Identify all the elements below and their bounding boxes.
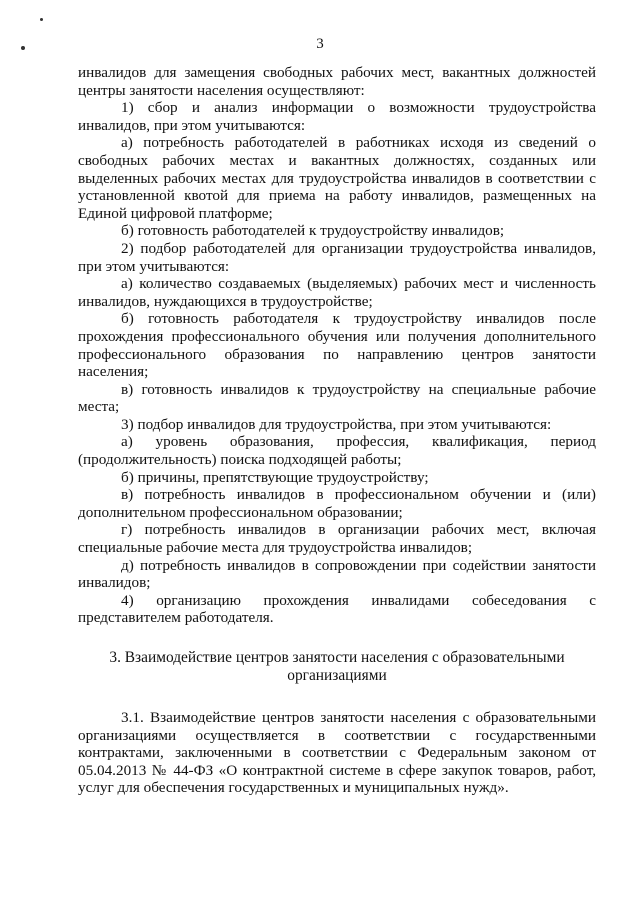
list-item-3b: б) причины, препятствующие трудоустройству; bbox=[121, 468, 429, 486]
list-item-2a: а) количество создаваемых (выделяемых) рабочих мест и численность инвалидов, нуждающихся в трудоустройстве; bbox=[78, 275, 596, 310]
document-body bbox=[78, 64, 596, 797]
section-heading bbox=[78, 649, 596, 685]
list-item-2: 2) подбор работодателей для организации трудоустройства инвалидов, при этом учитываются: bbox=[78, 239, 596, 275]
list-item-2c: в) готовность инвалидов к трудоустройству на специальные рабочие места; bbox=[78, 380, 596, 416]
intro-line: инвалидов для замещения свободных рабочих мест, вакантных должностей bbox=[78, 64, 596, 81]
scan-speck bbox=[40, 18, 43, 21]
section-heading-line: 3. Взаимодействие центров занятости населения с образовательными bbox=[109, 649, 565, 666]
list-item-3c: в) потребность инвалидов в профессиональном обучении и (или) дополнительном профессиональном образовании; bbox=[78, 486, 596, 521]
list-item-1a: а) потребность работодателей в работниках исходя из сведений о свободных рабочих местах и вакантных должностях, созданных или выделенных рабочих местах для трудоустройства инвалидов в соответствии с установленной квотой для приема на работу инвалидов, размещенных на Единой цифровой платформе; bbox=[78, 134, 596, 222]
list-item-3a: а) уровень образования, профессия, квалификация, период (продолжительность) поиска подходящей работы; bbox=[78, 433, 596, 469]
list-item-4: 4) организацию прохождения инвалидами собеседования с представителем работодателя. bbox=[78, 591, 596, 627]
section-heading-line: организациями bbox=[287, 667, 387, 684]
list-item-3d: г) потребность инвалидов в организации рабочих мест, включая специальные рабочие места для трудоустройства инвалидов; bbox=[78, 521, 596, 557]
list-item-1: 1) сбор и анализ информации о возможности трудоустройства инвалидов, при этом учитываются: bbox=[78, 99, 596, 134]
paragraph-3-1: 3.1. Взаимодействие центров занятости населения с образовательными организациями осуществляется в соответствии с государственными контрактами, заключенными в соответствии с Федеральным законом от 05.04.2013 № 44-ФЗ «О контрактной системе в сфере закупок товаров, работ, услуг для обеспечения государственных и муниципальных нужд». bbox=[78, 709, 596, 797]
list-item-1b: б) готовность работодателей к трудоустройству инвалидов; bbox=[121, 222, 505, 240]
page-number: 3 bbox=[316, 36, 324, 52]
list-item-2b: б) готовность работодателя к трудоустройству инвалидов после прохождения профессионального обучения или получения дополнительного профессионального образования по направлению центров занятости населения; bbox=[78, 310, 596, 381]
list-item-3e: д) потребность инвалидов в сопровождении при содействии занятости инвалидов; bbox=[78, 556, 596, 592]
spacer bbox=[78, 685, 596, 709]
intro-line: центры занятости населения осуществляют: bbox=[78, 81, 365, 99]
list-item-3: 3) подбор инвалидов для трудоустройства, при этом учитываются: bbox=[121, 415, 552, 433]
